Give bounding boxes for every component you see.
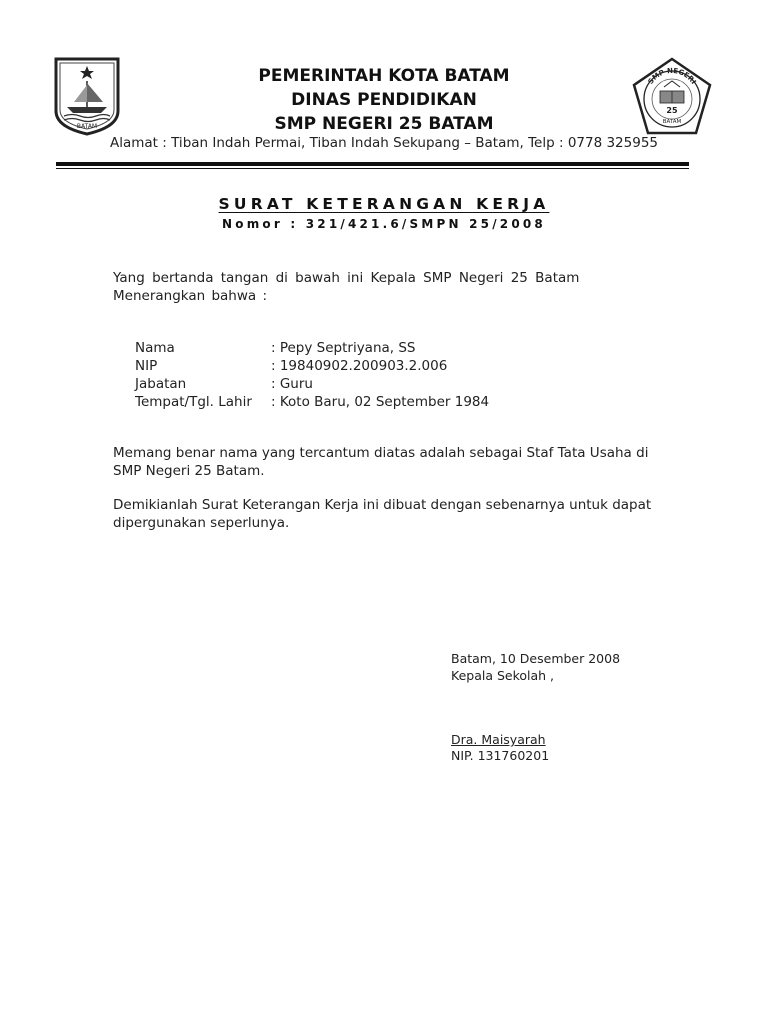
emblem-label: BATAM (76, 123, 98, 130)
intro-line-2: Menerangkan bahwa : (113, 288, 268, 304)
letterhead-address: Alamat : Tiban Indah Permai, Tiban Indah Sekupang – Batam, Telp : 0778 325955 (110, 135, 658, 151)
field-label: Tempat/Tgl. Lahir (135, 394, 252, 410)
field-value: : Koto Baru, 02 September 1984 (271, 394, 490, 410)
badge-number: 25 (666, 106, 678, 115)
field-value: : Guru (271, 376, 313, 392)
document-title: SURAT KETERANGAN KERJA (218, 195, 550, 213)
field-value: : 19840902.200903.2.006 (271, 358, 448, 374)
field-row-nip (135, 357, 489, 375)
field-row-name (135, 339, 489, 357)
signature-place-date: Batam, 10 Desember 2008 (451, 651, 621, 666)
closing-paragraph: Demikianlah Surat Keterangan Kerja ini dibuat dengan sebenarnya untuk dapat dipergunakan seperlunya. (113, 497, 652, 531)
signatory-nip: NIP. 131760201 (451, 748, 550, 763)
field-row-birth (135, 393, 489, 411)
letterhead-divider-thick (56, 162, 689, 166)
signature-position: Kepala Sekolah , (451, 668, 555, 683)
letterhead-school: SMP NEGERI 25 BATAM (274, 114, 494, 134)
letterhead-divider-thin (56, 168, 689, 169)
intro-line-1: Yang bertanda tangan di bawah ini Kepala SMP Negeri 25 Batam (113, 270, 580, 286)
document-number: Nomor : 321/421.6/SMPN 25/2008 (222, 217, 546, 231)
field-row-position (135, 375, 489, 393)
signatory-name: Dra. Maisyarah (451, 732, 546, 747)
badge-top-label: SMP NEGERI (646, 66, 698, 86)
badge-bottom-label: BATAM (662, 119, 682, 125)
field-label: Nama (135, 340, 175, 356)
field-label: Jabatan (135, 376, 187, 392)
field-label: NIP (135, 358, 158, 374)
letterhead-government: PEMERINTAH KOTA BATAM (258, 66, 510, 86)
letterhead-department: DINAS PENDIDIKAN (291, 90, 477, 110)
statement-paragraph: Memang benar nama yang tercantum diatas adalah sebagai Staf Tata Usaha di SMP Negeri 25 Batam. (113, 445, 649, 479)
employee-details (135, 339, 489, 411)
field-value: : Pepy Septriyana, SS (271, 340, 416, 356)
